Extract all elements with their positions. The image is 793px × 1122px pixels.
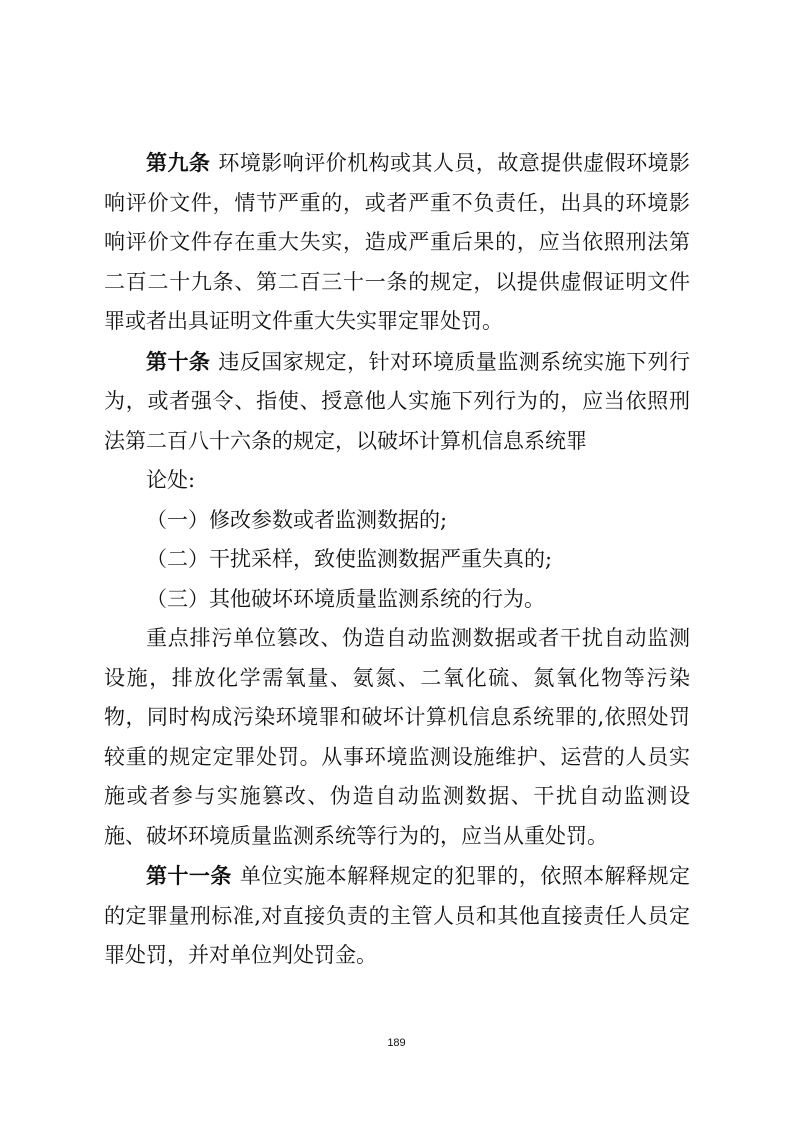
- article-9-text: 环境影响评价机构或其人员，故意提供虚假环境影响评价文件，情节严重的，或者严重不负责任，出具的环境影响评价文件存在重大失实，造成严重后果的，应当依照刑法第二百二十九条、第二百三十一条的规定，以提供虚假证明文件罪或者出具证明文件重大失实罪定罪处罚。: [104, 151, 690, 333]
- article-10-label: 第十条: [146, 348, 211, 374]
- article-10-continuation: 论处:: [146, 468, 196, 492]
- document-body: [104, 143, 690, 976]
- list-item-2: （二）干扰采样，致使监测数据严重失真的;: [146, 547, 553, 571]
- article-10-supplement: 重点排污单位篡改、伪造自动监测数据或者干扰自动监测设施，排放化学需氧量、氨氮、二氧化硫、氮氧化物等污染物，同时构成污染环境罪和破坏计算机信息系统罪的,依照处罚较重的规定定罪处罚。从事环境监测设施维护、运营的人员实施或者参与实施篡改、伪造自动监测数据、干扰自动监测设施、破坏环境质量监测系统等行为的，应当从重处罚。: [104, 626, 690, 848]
- list-item-3: （三）其他破坏环境质量监测系统的行为。: [146, 586, 545, 611]
- article-11-text: 单位实施本解释规定的犯罪的，依照本解释规定的定罪量刑标准,对直接负责的主管人员和其他直接责任人员定罪处罚，并对单位判处罚金。: [104, 864, 691, 967]
- list-item-1: （一）修改参数或者监测数据的;: [146, 507, 448, 532]
- article-11: [104, 856, 690, 976]
- article-11-label: 第十一条: [146, 863, 232, 888]
- article-9-label: 第九条: [146, 150, 211, 175]
- page-number: 189: [387, 1037, 406, 1049]
- article-9: [104, 143, 690, 342]
- article-10-text: 违反国家规定，针对环境质量监测系统实施下列行为，或者强令、指使、授意他人实施下列行为的，应当依照刑法第二百八十六条的规定，以破坏计算机信息系统罪: [104, 349, 690, 453]
- article-10: [104, 342, 690, 462]
